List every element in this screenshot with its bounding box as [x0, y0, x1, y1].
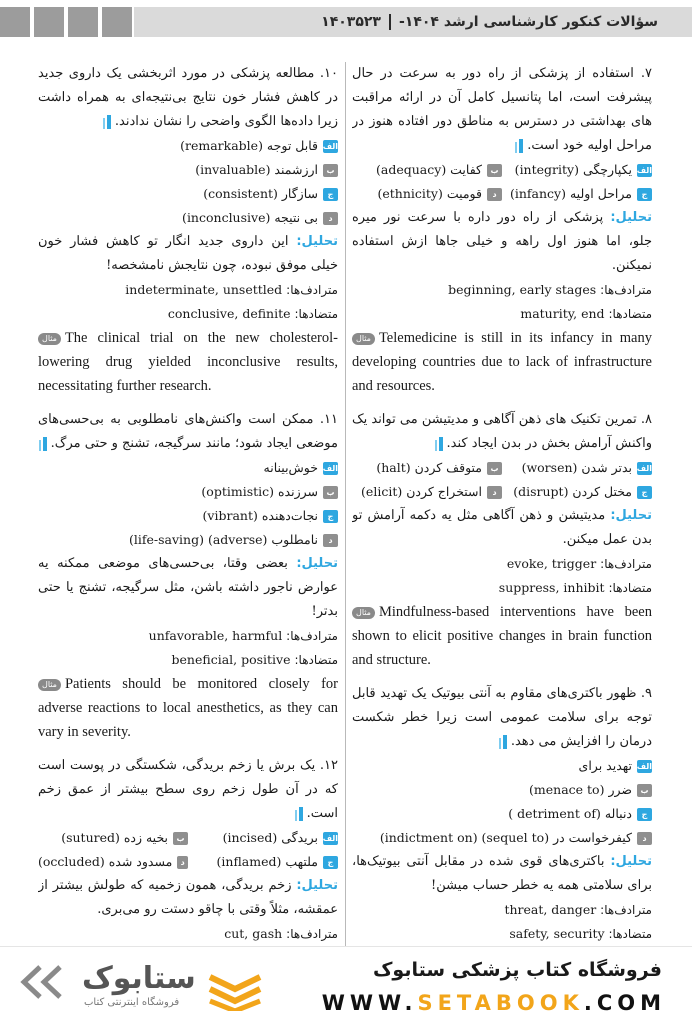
synonyms: مترادف‌ها: cut, gash — [224, 926, 338, 941]
question-text: ۹. ظهور باکتری‌های مقاوم به آنتی بیوتیک یک تهدید قابل توجه برای سلامت عمومی است زیرا خطر شکست درمان را افزایش می دهد. — [352, 686, 652, 749]
analysis: تحلیل: این داروی جدید انگار تو کاهش فشار خون خیلی موفق نبوده، چون نتایجش نامشخصه! — [38, 234, 338, 273]
option-d[interactable]: د قومیت (ethnicity) — [352, 182, 502, 206]
antonyms: متضادها: beneficial, positive — [171, 652, 338, 667]
analysis: تحلیل: زخم بریدگی، همون زخمیه که طولش بیشتر از عمقشه، مثلاً وقتی با چاقو دستت رو می‌بری. — [38, 878, 338, 917]
option-b[interactable]: ب متوقف کردن (halt) — [352, 456, 502, 480]
option-a[interactable]: الف یکپارچگی (integrity) — [514, 162, 652, 177]
example-sentence: مثال Patients should be monitored closely for adverse reactions to local anesthetics, as they can vary in severity. — [38, 676, 338, 740]
logo-subtitle: فروشگاه اینترنتی کتاب — [84, 997, 180, 1008]
bookmark-icon — [107, 115, 111, 129]
bookmark-icon — [519, 139, 523, 153]
antonyms: متضادها: maturity, end — [520, 306, 652, 321]
option-b[interactable]: ب ارزشمند (invaluable) — [38, 158, 338, 182]
option-b[interactable]: ب سرزنده (optimistic) — [38, 480, 338, 504]
antonyms: متضادها: safety, security — [509, 926, 652, 941]
bookmark-icon — [43, 437, 47, 451]
option-c[interactable]: ج مختل کردن (disrupt) — [502, 480, 652, 504]
option-d[interactable]: د بی نتیجه (inconclusive) — [38, 206, 338, 230]
analysis: تحلیل: پزشکی از راه دور داره با سرعت نور میره جلو، اما هنوز اول راهه و خیلی جاها ازش استفاده نمیکنن. — [352, 210, 652, 273]
options — [38, 456, 338, 552]
header-title-line — [321, 8, 658, 36]
question-10 — [38, 62, 338, 398]
store-title: فروشگاه کتاب پزشکی ستابوک — [372, 959, 662, 981]
option-b[interactable]: ب کفایت (adequacy) — [352, 158, 502, 182]
antonyms: متضادها: suppress, inhibit — [498, 580, 652, 595]
option-d[interactable]: د کیفرخواست در (sequel to) (indictment on) — [352, 826, 652, 850]
store-footer — [0, 946, 692, 1024]
header-decoration — [0, 7, 132, 37]
question-12 — [38, 754, 338, 946]
option-a[interactable]: الف قابل توجه (remarkable) — [180, 138, 338, 153]
question-9 — [352, 682, 652, 946]
option-a[interactable]: الف تهدید برای — [578, 758, 652, 773]
option-c[interactable]: ج سازگار (consistent) — [38, 182, 338, 206]
synonyms: مترادف‌ها: evoke, trigger — [506, 556, 652, 571]
option-a[interactable]: الف بدتر شدن (worsen) — [521, 460, 652, 475]
example-sentence: مثال The clinical trial on the new cholesterol-lowering drug yielded inconclusive results, necessitating further research. — [38, 330, 338, 394]
right-column — [352, 62, 652, 946]
question-text: ۸. تمرین تکنیک های ذهن آگاهی و مدیتیشن می تواند یک واکنش آرامش بخش در بدن ایجاد کند. — [352, 412, 652, 451]
chevron-left-icon — [40, 965, 62, 999]
synonyms: مترادف‌ها: unfavorable, harmful — [148, 628, 338, 643]
left-column — [38, 62, 338, 946]
store-url-link[interactable]: WWW.SETABOOK.COM — [321, 991, 666, 1015]
store-logo[interactable] — [20, 961, 270, 1013]
synonyms: مترادف‌ها: indeterminate, unsettled — [125, 282, 338, 297]
question-8 — [352, 408, 652, 672]
logo-name: ستابوک — [82, 961, 196, 996]
synonyms: مترادف‌ها: beginning, early stages — [448, 282, 652, 297]
bookmark-icon — [503, 735, 507, 749]
bookmark-icon — [299, 807, 303, 821]
question-text: ۱۱. ممکن است واکنش‌های نامطلوبی به بی‌حسی‌های موضعی ایجاد شود؛ مانند سرگیجه، تشنج و حتی مرگ. — [38, 412, 338, 451]
question-text: ۱۰. مطالعه پزشکی در مورد اثربخشی یک داروی جدید در کاهش فشار خون نتایج بی‌نتیجه‌ای به همراه داشت زیرا داده‌ها الگوی واضحی را نشان ندادند. — [38, 66, 338, 129]
question-text: ۷. استفاده از پزشکی از راه دور به سرعت در حال پیشرفت است، اما پتانسیل کامل آن در ارائه مراقبت های بهداشتی در دسترس به مناطق دور افتاده هنوز در مراحل اولیه خود است. — [352, 66, 652, 153]
option-b[interactable]: ب ضرر (menace to) — [352, 778, 652, 802]
analysis: تحلیل: بعضی وقتا، بی‌حسی‌های موضعی ممکنه یه عوارض ناجور داشته باشن، مثل سرگیجه، تشنج یا حتی بدتر! — [38, 556, 338, 619]
example-sentence: مثال Mindfulness-based interventions have been shown to elicit positive changes in brain function and structure. — [352, 604, 652, 668]
question-text: ۱۲. یک برش یا زخم بریدگی، شکستگی در پوست است که در آن طول زخم روی سطح بیشتر از عمق زخم است. — [38, 758, 338, 821]
option-c[interactable]: ج مراحل اولیه (infancy) — [502, 182, 652, 206]
header-title: سؤالات کنکور کارشناسی ارشد ۱۴۰۴-۱۴۰۳ — [321, 14, 658, 30]
question-7 — [352, 62, 652, 398]
options — [352, 456, 652, 504]
option-a[interactable]: الف بریدگی (incised) — [222, 830, 338, 845]
page-header — [0, 0, 692, 46]
options — [352, 754, 652, 850]
analysis: تحلیل: باکتری‌های قوی شده در مقابل آنتی بیوتیک‌ها، برای سلامتی همه یه خطر حساب میشن! — [352, 854, 652, 893]
example-sentence: مثال Telemedicine is still in its infancy in many developing countries due to lack of infrastructure and resources. — [352, 330, 652, 394]
option-b[interactable]: ب بخیه زده (sutured) — [38, 826, 188, 850]
option-d[interactable]: د نامطلوب (adverse) (life-saving) — [38, 528, 338, 552]
book-stack-icon — [206, 967, 264, 1011]
chevron-left-icon — [20, 965, 42, 999]
options — [352, 158, 652, 206]
option-d[interactable]: د استخراج کردن (elicit) — [352, 480, 502, 504]
option-d[interactable]: د مسدود شده (occluded) — [38, 850, 188, 874]
question-11 — [38, 408, 338, 744]
option-c[interactable]: ج ملتهب (inflamed) — [188, 850, 338, 874]
option-a[interactable]: الف خوش‌بینانه — [263, 460, 338, 475]
column-divider — [345, 62, 346, 946]
synonyms: مترادف‌ها: threat, danger — [504, 902, 652, 917]
option-c[interactable]: ج نجات‌دهنده (vibrant) — [38, 504, 338, 528]
page-number: ۵۲۳ — [355, 14, 391, 30]
option-c[interactable]: ج دنباله (detriment of ) — [352, 802, 652, 826]
options — [38, 134, 338, 230]
analysis: تحلیل: مدیتیشن و ذهن آگاهی مثل یه دکمه آرامش تو بدن عمل میکنن. — [352, 508, 652, 547]
options — [38, 826, 338, 874]
antonyms: متضادها: conclusive, definite — [167, 306, 338, 321]
bookmark-icon — [439, 437, 443, 451]
